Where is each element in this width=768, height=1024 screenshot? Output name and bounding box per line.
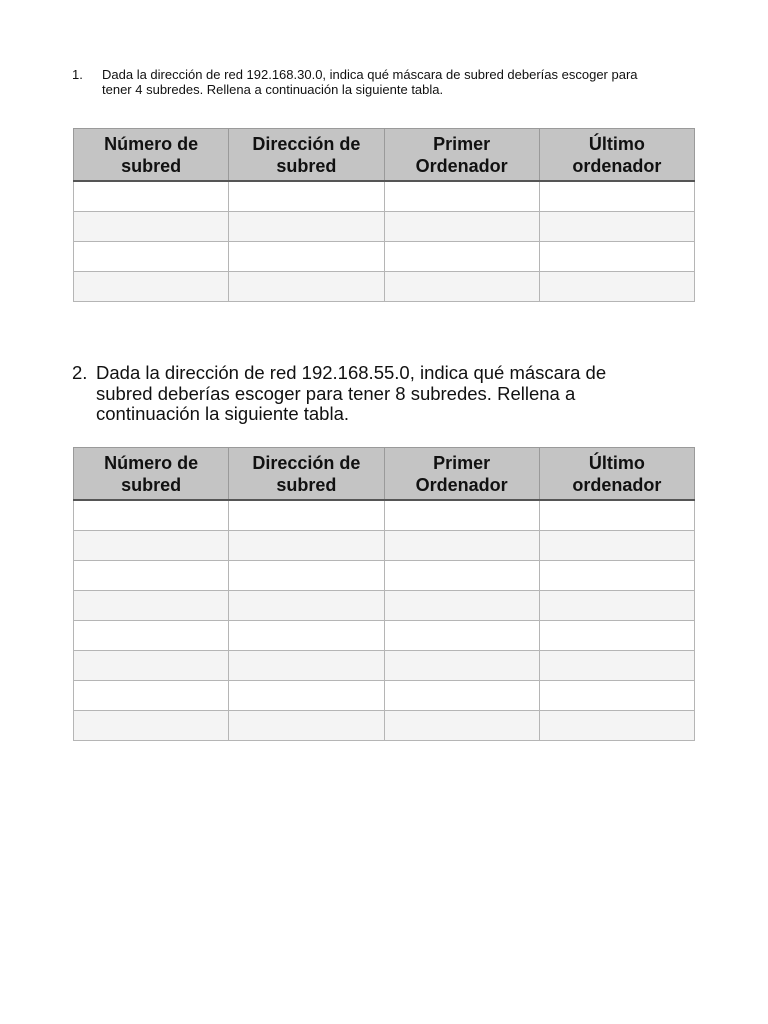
header-line: subred <box>121 155 182 176</box>
table-row <box>74 651 695 681</box>
header-subnet-number <box>74 448 229 501</box>
cell-first-host[interactable] <box>384 591 539 621</box>
cell-subnet-number[interactable] <box>74 242 229 272</box>
cell-first-host[interactable] <box>384 531 539 561</box>
cell-subnet-address[interactable] <box>229 531 384 561</box>
header-first-host <box>384 448 539 501</box>
cell-subnet-number[interactable] <box>74 561 229 591</box>
cell-subnet-number[interactable] <box>74 272 229 302</box>
header-subnet-number <box>74 129 229 182</box>
subnet-table-1 <box>73 128 695 302</box>
header-line: Número de <box>104 452 199 473</box>
cell-subnet-number[interactable] <box>74 531 229 561</box>
cell-last-host[interactable] <box>539 242 694 272</box>
table-header-row <box>74 448 695 501</box>
header-line: subred <box>121 474 182 495</box>
exercise-1-line-2: tener 4 subredes. Rellena a continuación la siguiente tabla. <box>102 82 444 97</box>
exercise-2-statement <box>72 363 672 425</box>
exercise-2-line-2: subred deberías escoger para tener 8 subredes. Rellena a <box>96 382 576 404</box>
cell-subnet-address[interactable] <box>229 651 384 681</box>
table-row <box>74 242 695 272</box>
table-row <box>74 212 695 242</box>
header-subnet-address <box>229 448 384 501</box>
cell-subnet-number[interactable] <box>74 591 229 621</box>
table-row <box>74 272 695 302</box>
cell-last-host[interactable] <box>539 621 694 651</box>
cell-first-host[interactable] <box>384 681 539 711</box>
exercise-1-line-1: Dada la dirección de red 192.168.30.0, indica qué máscara de subred deberías escoger para <box>102 67 638 82</box>
cell-last-host[interactable] <box>539 500 694 531</box>
cell-first-host[interactable] <box>384 181 539 212</box>
table-2-body <box>74 500 695 741</box>
cell-subnet-number[interactable] <box>74 181 229 212</box>
header-line: Ordenador <box>415 474 508 495</box>
cell-last-host[interactable] <box>539 212 694 242</box>
cell-subnet-address[interactable] <box>229 212 384 242</box>
cell-subnet-address[interactable] <box>229 272 384 302</box>
header-line: Número de <box>104 133 199 154</box>
table-row <box>74 500 695 531</box>
cell-last-host[interactable] <box>539 531 694 561</box>
header-last-host <box>539 448 694 501</box>
cell-first-host[interactable] <box>384 242 539 272</box>
cell-subnet-number[interactable] <box>74 711 229 741</box>
exercise-1-number: 1. <box>72 67 83 82</box>
cell-subnet-address[interactable] <box>229 181 384 212</box>
exercise-1-statement <box>72 67 702 97</box>
cell-subnet-address[interactable] <box>229 561 384 591</box>
cell-first-host[interactable] <box>384 561 539 591</box>
cell-last-host[interactable] <box>539 561 694 591</box>
header-line: Primer <box>433 452 491 473</box>
cell-subnet-number[interactable] <box>74 651 229 681</box>
cell-subnet-address[interactable] <box>229 681 384 711</box>
header-line: Dirección de <box>252 452 361 473</box>
table-row <box>74 181 695 212</box>
exercise-2-text <box>96 363 606 425</box>
table-row <box>74 591 695 621</box>
table-row <box>74 621 695 651</box>
cell-subnet-address[interactable] <box>229 500 384 531</box>
table-row <box>74 711 695 741</box>
header-line: ordenador <box>572 155 662 176</box>
header-line: Último <box>588 452 645 473</box>
header-subnet-address <box>229 129 384 182</box>
cell-subnet-number[interactable] <box>74 212 229 242</box>
cell-last-host[interactable] <box>539 591 694 621</box>
cell-subnet-address[interactable] <box>229 591 384 621</box>
header-line: Primer <box>433 133 491 154</box>
cell-first-host[interactable] <box>384 500 539 531</box>
cell-subnet-number[interactable] <box>74 621 229 651</box>
header-last-host <box>539 129 694 182</box>
cell-first-host[interactable] <box>384 272 539 302</box>
cell-first-host[interactable] <box>384 651 539 681</box>
header-line: Dirección de <box>252 133 361 154</box>
exercise-2-line-3: continuación la siguiente tabla. <box>96 403 350 424</box>
header-line: ordenador <box>572 474 662 495</box>
table-1-body <box>74 181 695 302</box>
cell-last-host[interactable] <box>539 181 694 212</box>
cell-subnet-number[interactable] <box>74 681 229 711</box>
cell-first-host[interactable] <box>384 711 539 741</box>
header-line: subred <box>276 155 337 176</box>
table-row <box>74 681 695 711</box>
cell-subnet-address[interactable] <box>229 621 384 651</box>
cell-last-host[interactable] <box>539 681 694 711</box>
cell-first-host[interactable] <box>384 621 539 651</box>
cell-subnet-address[interactable] <box>229 242 384 272</box>
table-header-row <box>74 129 695 182</box>
cell-subnet-address[interactable] <box>229 711 384 741</box>
cell-last-host[interactable] <box>539 711 694 741</box>
table-row <box>74 561 695 591</box>
header-line: Último <box>588 133 645 154</box>
subnet-table-2 <box>73 447 695 741</box>
cell-last-host[interactable] <box>539 651 694 681</box>
exercise-2-line-1: Dada la dirección de red 192.168.55.0, indica qué máscara de <box>96 362 607 383</box>
header-line: subred <box>276 474 337 495</box>
cell-subnet-number[interactable] <box>74 500 229 531</box>
cell-last-host[interactable] <box>539 272 694 302</box>
table-row <box>74 531 695 561</box>
exercise-2-number: 2. <box>72 362 88 383</box>
header-first-host <box>384 129 539 182</box>
exercise-1-text <box>96 67 638 97</box>
header-line: Ordenador <box>415 155 508 176</box>
cell-first-host[interactable] <box>384 212 539 242</box>
